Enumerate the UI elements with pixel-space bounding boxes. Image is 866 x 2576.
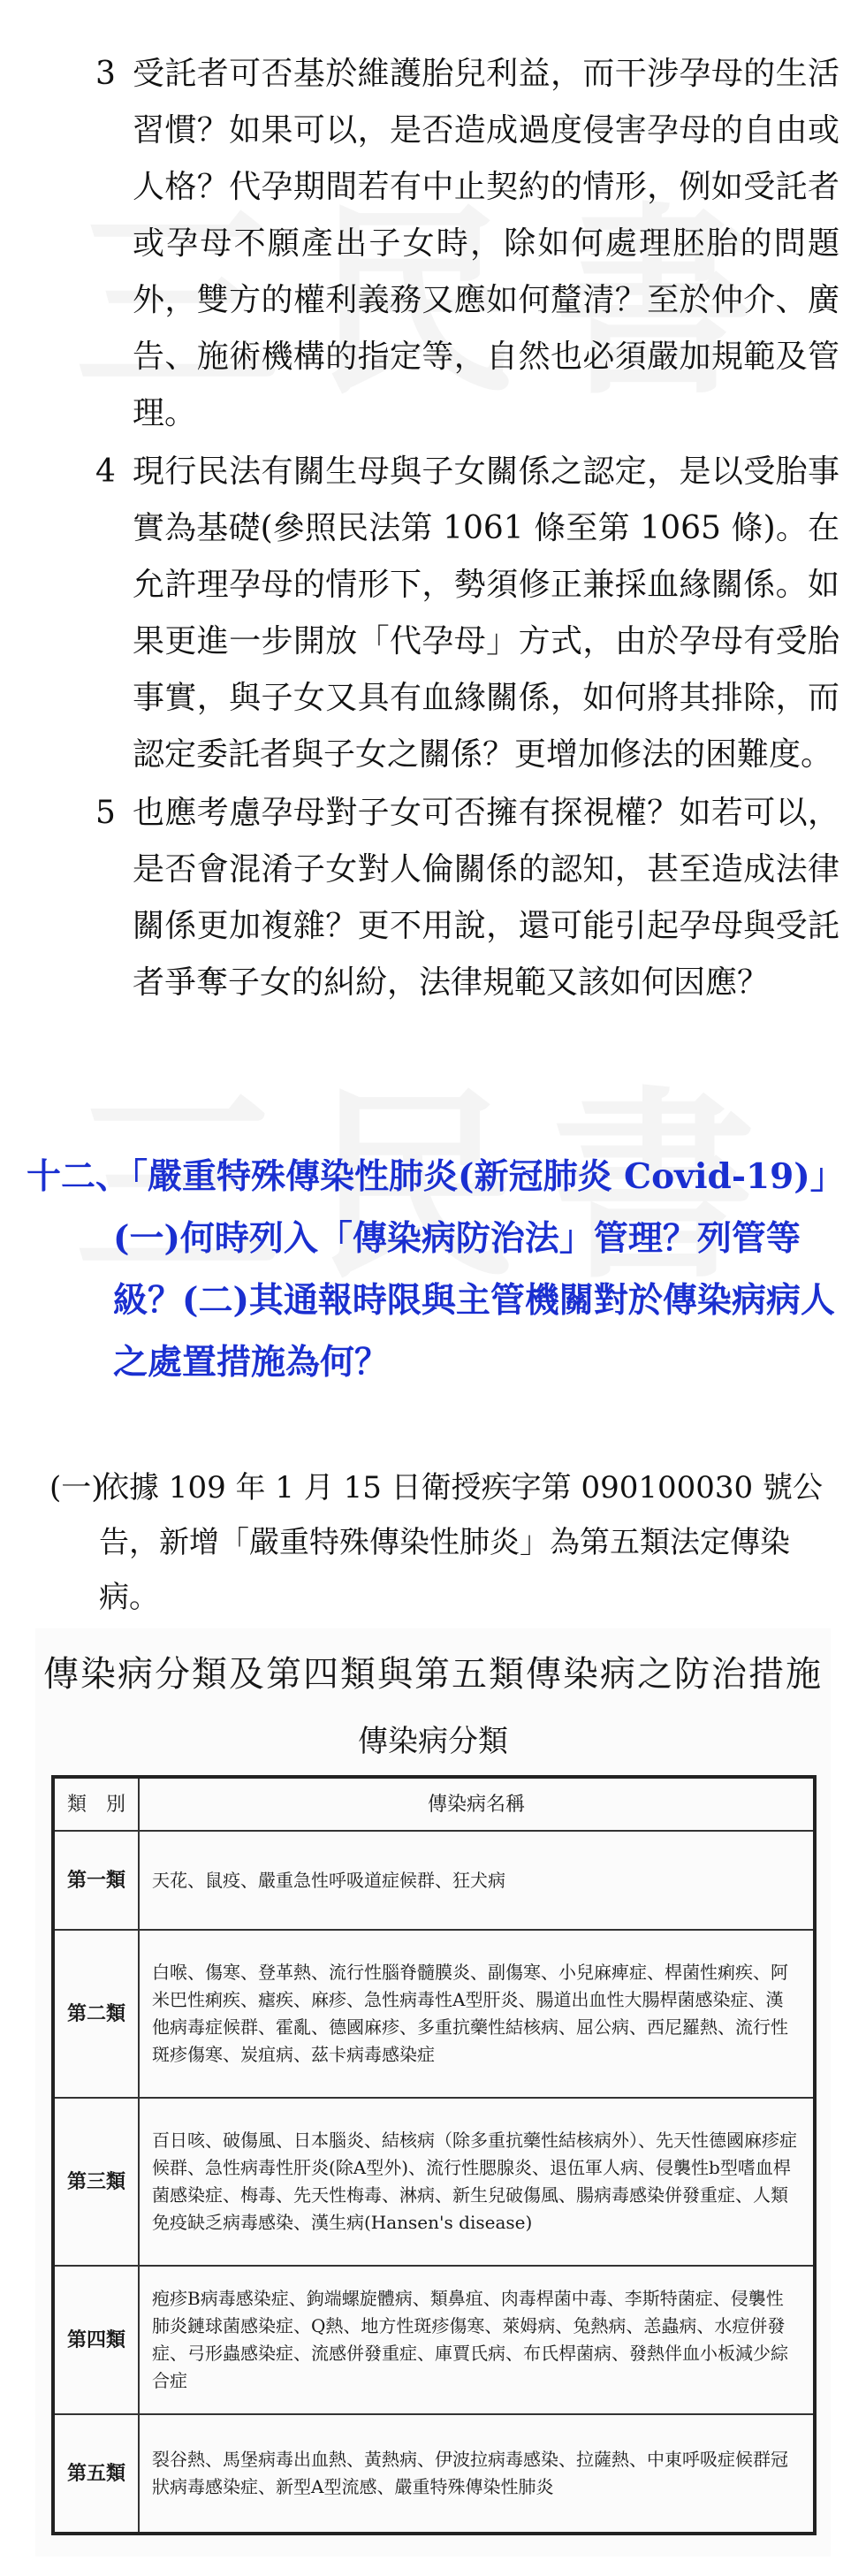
list-item-text: 也應考慮孕母對子女可否擁有探視權？如若可以，是否會混淆子女對人倫關係的認知，甚至造成法律關係更加複雜？更不用說，還可能引起孕母與受託者爭奪子女的糾紛，法律規範又該如何因應？ (133, 795, 839, 1001)
diseases-cell: 天花、鼠疫、嚴重急性呼吸道症候群、狂犬病 (139, 1831, 815, 1930)
answer-paragraph (49, 1460, 827, 1625)
table-row (53, 2098, 815, 2266)
list-item-number: 5 (95, 795, 116, 831)
category-cell: 第三類 (53, 2098, 139, 2266)
table-header-row (53, 1777, 815, 1831)
diseases-cell: 裂谷熱、馬堡病毒出血熱、黃熱病、伊波拉病毒感染、拉薩熱、中東呼吸症候群冠狀病毒感染症、新型A型流感、嚴重特殊傳染性肺炎 (139, 2414, 815, 2534)
column-header-diseases: 傳染病名稱 (139, 1777, 815, 1831)
table-row (53, 1831, 815, 1930)
category-cell: 第四類 (53, 2266, 139, 2414)
column-header-category: 類 別 (53, 1777, 139, 1831)
classification-figure (35, 1628, 831, 2557)
section-number: 十二、 (27, 1156, 131, 1197)
diseases-cell: 百日咳、破傷風、日本腦炎、結核病（除多重抗藥性結核病外）、先天性德國麻疹症候群、急性病毒性肝炎(除A型外)、流行性腮腺炎、退伍軍人病、侵襲性b型嗜血桿菌感染症、梅毒、先天性梅毒、淋病、新生兒破傷風、腸病毒感染併發重症、人類免疫缺乏病毒感染、漢生病(Hansen's disease) (139, 2098, 815, 2266)
list-item-text: 受託者可否基於維護胎兒利益，而干涉孕母的生活習慣？如果可以，是否造成過度侵害孕母的自由或人格？代孕期間若有中止契約的情形，例如受託者或孕母不願產出子女時，除如何處理胚胎的問題外，雙方的權利義務又應如何釐清？至於仲介、廣告、施術機構的指定等，自然也必須嚴加規範及管理。 (133, 56, 839, 431)
list-item-text: 現行民法有關生母與子女關係之認定，是以受胎事實為基礎(參照民法第 1061 條至第 1065 條)。在允許理孕母的情形下，勢須修正兼採血緣關係。如果更進一步開放「代孕母」方式，由於孕母有受胎事實，與子女又具有血緣關係，如何將其排除，而認定委託者與子女之關係？更增加修法的困難度。 (133, 453, 839, 773)
figure-title: 傳染病分類及第四類與第五類傳染病之防治措施 (43, 1654, 823, 1695)
figure-subtitle: 傳染病分類 (358, 1724, 508, 1759)
list-item (95, 46, 839, 442)
section-title: 「嚴重特殊傳染性肺炎(新冠肺炎 Covid-19)」(一)何時列入「傳染病防治法」管理？列管等級？(二)其通報時限與主管機關對於傳染病病人之處置措施為何？ (113, 1156, 835, 1383)
list-item (95, 444, 839, 783)
category-cell: 第五類 (53, 2414, 139, 2534)
table-row (53, 2414, 815, 2534)
diseases-cell: 白喉、傷寒、登革熱、流行性腦脊髓膜炎、副傷寒、小兒麻痺症、桿菌性痢疾、阿米巴性痢疾、瘧疾、麻疹、急性病毒性A型肝炎、腸道出血性大腸桿菌感染症、漢他病毒症候群、霍亂、德國麻疹、多重抗藥性結核病、屈公病、西尼羅熱、流行性斑疹傷寒、炭疽病、茲卡病毒感染症 (139, 1930, 815, 2098)
section-heading (27, 1146, 843, 1393)
category-cell: 第二類 (53, 1930, 139, 2098)
answer-number: (一) (49, 1470, 103, 1505)
table-row (53, 1930, 815, 2098)
list-item-number: 4 (95, 453, 116, 490)
numbered-list (95, 46, 839, 1013)
list-item (95, 785, 839, 1011)
table-row (53, 2266, 815, 2414)
answer-text: 依據 109 年 1 月 15 日衛授疾字第 090100030 號公告，新增「嚴重特殊傳染性肺炎」為第五類法定傳染病。 (99, 1470, 823, 1615)
category-cell: 第一類 (53, 1831, 139, 1930)
list-item-number: 3 (95, 56, 116, 92)
disease-classification-table (51, 1775, 817, 2535)
diseases-cell: 疱疹B病毒感染症、鉤端螺旋體病、類鼻疽、肉毒桿菌中毒、李斯特菌症、侵襲性肺炎鏈球菌感染症、Q熱、地方性斑疹傷寒、萊姆病、兔熱病、恙蟲病、水痘併發症、弓形蟲感染症、流感併發重症、庫賈氏病、布氏桿菌病、發熱伴血小板減少綜合症 (139, 2266, 815, 2414)
